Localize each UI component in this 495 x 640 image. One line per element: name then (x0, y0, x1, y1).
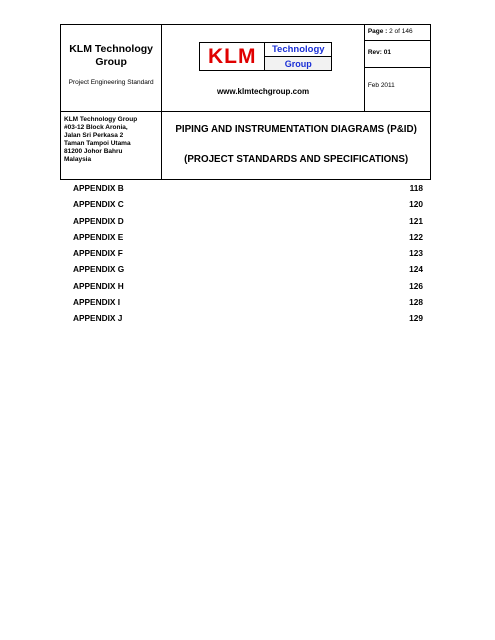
document-header (60, 24, 431, 180)
company-address: KLM Technology Group #03-12 Block Aronia, Jalan Sri Perkasa 2 Taman Tampoi Utama 81200 Johor Bahru Malaysia (64, 116, 138, 163)
revision-cell (364, 41, 430, 68)
toc-label: APPENDIX J (73, 313, 123, 323)
logo-group-text: Group (265, 57, 331, 70)
document-subtitle: (PROJECT STANDARDS AND SPECIFICATIONS) (184, 154, 409, 165)
toc-label: APPENDIX D (73, 215, 124, 226)
toc-entry[interactable] (73, 278, 423, 294)
department-name: Project Engineering Standard (68, 79, 154, 86)
issue-date: Feb 2011 (367, 82, 395, 89)
toc-label: APPENDIX F (73, 248, 123, 258)
toc-page: 126 (409, 280, 423, 291)
date-cell (364, 68, 430, 112)
toc-label: APPENDIX B (73, 183, 124, 193)
company-cell (61, 25, 162, 112)
toc-entry[interactable] (73, 294, 423, 310)
website-url: www.klmtechgroup.com (216, 87, 310, 96)
logo-klm-text: KLM (208, 44, 257, 68)
toc-page: 129 (409, 313, 423, 323)
toc-label: APPENDIX C (73, 199, 124, 210)
toc-label: APPENDIX H (73, 280, 124, 291)
toc-entry[interactable] (73, 229, 423, 245)
toc-page: 121 (409, 215, 423, 226)
toc-label: APPENDIX I (73, 296, 121, 307)
toc-page: 118 (409, 183, 423, 193)
toc-entry[interactable] (73, 213, 423, 229)
page-value: 2 of 146 (389, 28, 413, 35)
document-title-cell (162, 112, 431, 180)
page-number (365, 25, 430, 40)
revision: Rev: 01 (367, 49, 391, 56)
page-label: Page : (367, 28, 388, 35)
company-name: KLM Technology Group (69, 43, 154, 68)
page-number-cell (364, 25, 430, 41)
toc-label: APPENDIX G (73, 264, 125, 275)
address-cell (61, 112, 162, 180)
toc-page: 124 (409, 264, 423, 275)
table-of-contents (73, 180, 423, 326)
toc-page: 123 (409, 248, 423, 258)
toc-page: 122 (409, 231, 423, 242)
toc-label: APPENDIX E (73, 231, 124, 242)
logo-cell (162, 25, 365, 112)
toc-entry[interactable] (73, 310, 423, 326)
document-title: PIPING AND INSTRUMENTATION DIAGRAMS (P&ID) (175, 124, 417, 135)
toc-page: 128 (409, 296, 423, 307)
toc-entry[interactable] (73, 180, 423, 196)
toc-entry[interactable] (73, 261, 423, 277)
klm-logo (199, 42, 332, 71)
toc-page: 120 (409, 199, 423, 210)
toc-entry[interactable] (73, 196, 423, 212)
toc-entry[interactable] (73, 245, 423, 261)
logo-technology-text: Technology (265, 43, 331, 57)
